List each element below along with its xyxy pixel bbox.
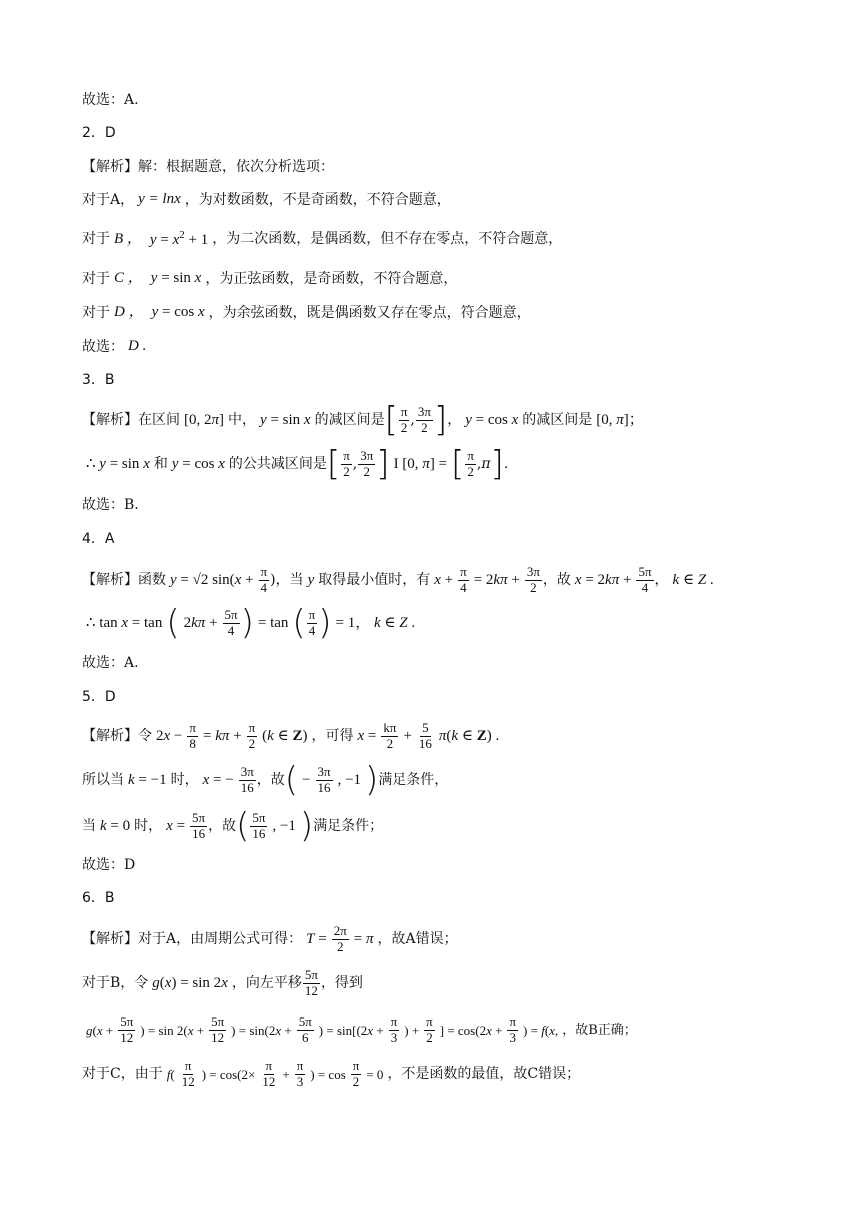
text: ，为对数函数，不是奇函数，不符合题意， bbox=[184, 191, 451, 208]
math: y = sin x bbox=[260, 411, 311, 428]
fraction: $\frac{\pi}{12}$ bbox=[262, 1057, 276, 1089]
text: 故选：B. bbox=[82, 497, 139, 513]
bracket: ( bbox=[236, 806, 250, 846]
fraction: $\frac{\pi}{2}$ bbox=[426, 1013, 433, 1045]
math: ) = f(x, bbox=[523, 1022, 559, 1038]
bracket: ] bbox=[433, 400, 448, 440]
math: y = sin x bbox=[150, 270, 202, 286]
bracket: [ bbox=[384, 400, 398, 440]
math: $y = x^2 + 1$ bbox=[149, 229, 209, 248]
fraction: $\frac{\pi}{4}$ bbox=[260, 563, 268, 595]
fraction: $\frac{\pi}{2}$ bbox=[352, 1057, 360, 1089]
line-1 bbox=[82, 93, 139, 107]
text: 对于C，由于 bbox=[82, 1066, 163, 1082]
math: ∴ tan x = tan bbox=[86, 614, 163, 631]
bracket: ) bbox=[240, 603, 254, 643]
text: ，可得 bbox=[311, 728, 354, 744]
math: = π bbox=[353, 930, 374, 947]
math: g(x + bbox=[86, 1022, 114, 1038]
line-15 bbox=[82, 603, 419, 643]
math: D ， bbox=[114, 304, 144, 320]
answer-2 bbox=[82, 126, 116, 140]
fraction: $\frac{5\pi}{12}$ bbox=[120, 1013, 134, 1045]
fraction: $\frac{5}{16}$ bbox=[418, 719, 432, 751]
text: 对于A， bbox=[82, 191, 135, 208]
bracket: ] bbox=[376, 444, 390, 484]
analysis-tag: 【解析】 bbox=[82, 572, 138, 588]
math: y bbox=[307, 571, 315, 588]
line-10: 【解析】 在区间 [0, 2π] 中， y = sin x 的减区间是 [ $\frac{\pi}{2}$ , $\frac{3\pi}{2}$ ] ， y = cos x 的减区间是 [0, π]； bbox=[82, 400, 648, 440]
bracket: ( bbox=[292, 603, 306, 643]
line-25 bbox=[82, 1010, 637, 1050]
text: ，为二次函数，是偶函数，但不存在零点，不符合题意， bbox=[212, 231, 563, 247]
text: 的减区间是 bbox=[522, 412, 593, 428]
math: ) = sin[(2x + bbox=[318, 1022, 384, 1038]
fraction: $\frac{\pi}{2}$ bbox=[467, 447, 474, 479]
text: 对于 bbox=[82, 270, 110, 287]
fraction: $\frac{\pi}{4}$ bbox=[460, 563, 467, 595]
text: 对于 bbox=[82, 304, 110, 321]
fraction: $\frac{5\pi}{4}$ bbox=[638, 563, 652, 595]
bracket: ] bbox=[490, 444, 504, 484]
math: = tan bbox=[257, 614, 289, 631]
fraction: $\frac{\pi}{2}$ bbox=[248, 719, 256, 751]
math: , −1 bbox=[272, 817, 296, 834]
math: = 1， k ∈ Z . bbox=[335, 614, 416, 631]
answer-6 bbox=[82, 891, 115, 905]
text: ，不是函数的最值，故C错误； bbox=[387, 1066, 581, 1082]
math: ) = sin(2x + bbox=[231, 1022, 292, 1038]
math: , −1 bbox=[337, 771, 362, 788]
text: 时， bbox=[170, 772, 199, 788]
text: ，当 bbox=[275, 572, 304, 588]
analysis-tag: 【解析】 bbox=[82, 931, 138, 947]
bracket: ) bbox=[299, 806, 314, 846]
math: ) + bbox=[404, 1022, 420, 1038]
line-24 bbox=[82, 963, 363, 1003]
line-16 bbox=[82, 656, 139, 670]
math: y = lnx bbox=[138, 191, 181, 207]
bracket: [ bbox=[326, 444, 341, 484]
fraction: $\frac{3\pi}{16}$ bbox=[317, 763, 331, 795]
text: ，故A错误； bbox=[377, 931, 458, 947]
bracket: [ bbox=[451, 444, 465, 484]
math: ) = cos(2× bbox=[201, 1066, 256, 1082]
line-4 bbox=[82, 192, 451, 207]
text: 对于 bbox=[82, 231, 110, 247]
line-20 bbox=[82, 806, 383, 846]
text: ，为正弦函数，是奇函数，不符合题意， bbox=[205, 270, 458, 287]
math: y = cos x bbox=[171, 455, 225, 472]
text: 满足条件； bbox=[313, 818, 384, 834]
text: ，故B正确； bbox=[562, 1022, 637, 1038]
fraction: $\frac{\pi}{3}$ bbox=[509, 1013, 517, 1045]
fraction: $\frac{\pi}{8}$ bbox=[189, 719, 196, 751]
line-8 bbox=[82, 339, 150, 354]
fraction: $\frac{\pi}{4}$ bbox=[308, 606, 316, 638]
fraction: $\frac{5\pi}{6}$ bbox=[298, 1013, 312, 1045]
math: x = bbox=[166, 817, 186, 834]
fraction: $\frac{\pi}{3}$ bbox=[296, 1057, 304, 1089]
fraction: $\frac{2\pi}{2}$ bbox=[333, 922, 347, 954]
math: k ∈ Z . bbox=[672, 571, 714, 588]
text: 所以当 bbox=[82, 772, 124, 788]
math: y = cos x bbox=[151, 304, 205, 320]
fraction: $\frac{3\pi}{2}$ bbox=[526, 563, 540, 595]
fraction: $\frac{\pi}{2}$ bbox=[343, 447, 350, 479]
text: 和 bbox=[153, 456, 168, 472]
fraction: $\frac{k\pi}{2}$ bbox=[383, 719, 397, 751]
text: 5．D bbox=[82, 689, 116, 705]
fraction: $\frac{5\pi}{16}$ bbox=[192, 809, 206, 841]
text: ，得到 bbox=[320, 975, 363, 991]
math: x = bbox=[357, 727, 377, 744]
text: 故选：A. bbox=[82, 655, 139, 671]
line-3 bbox=[82, 160, 334, 174]
analysis-tag: 【解析】 bbox=[82, 728, 138, 744]
text: 故选：A. bbox=[82, 92, 139, 108]
bracket: ( bbox=[166, 603, 180, 643]
math: x = − bbox=[202, 771, 234, 788]
text: 函数 bbox=[138, 572, 166, 588]
math: g(x) = sin 2x bbox=[152, 974, 228, 991]
analysis-tag: 【解析】 bbox=[82, 159, 138, 175]
text: 中， bbox=[228, 412, 257, 428]
text: ，故 bbox=[256, 772, 285, 788]
math: [0, 2π] bbox=[184, 411, 225, 428]
math: x = 2kπ + bbox=[574, 571, 632, 588]
fraction: $\frac{5\pi}{12}$ bbox=[211, 1013, 225, 1045]
math: x + bbox=[434, 571, 454, 588]
line-14: 【解析】 函数 y = √2 sin(x + $\frac{\pi}{4}$ ) ，当 y 取得最小值时，有 x + $\frac{\pi}{4}$ = 2kπ + $\frac{3\pi}{2}$ ，故 x = 2kπ + $\frac{5\pi}{4}$ ， k ∈ Z . bbox=[82, 560, 718, 600]
line-21 bbox=[82, 858, 135, 872]
analysis-tag: 【解析】 bbox=[82, 412, 138, 428]
text: ，故 bbox=[542, 572, 571, 588]
math: y = cos x bbox=[465, 411, 519, 428]
text: ，向左平移 bbox=[231, 975, 302, 991]
fraction: $\frac{\pi}{12}$ bbox=[181, 1057, 195, 1089]
text: 在区间 bbox=[138, 412, 180, 428]
text: 取得最小值时，有 bbox=[318, 572, 431, 588]
text: 6．B bbox=[82, 890, 115, 906]
fraction: $\frac{5\pi}{16}$ bbox=[252, 809, 266, 841]
math: D . bbox=[128, 338, 147, 354]
math: + bbox=[403, 727, 412, 744]
answer-3 bbox=[82, 373, 115, 387]
line-19 bbox=[82, 760, 448, 800]
fraction: $\frac{\pi}{2}$ bbox=[400, 403, 408, 435]
fraction: $\frac{3\pi}{16}$ bbox=[240, 763, 254, 795]
text: 当 bbox=[82, 818, 96, 834]
text: 故选：D bbox=[82, 857, 136, 873]
text: 令 bbox=[138, 728, 152, 744]
fraction: $\frac{3\pi}{2}$ bbox=[417, 403, 431, 435]
bracket: ) bbox=[318, 603, 332, 643]
math: = 2kπ + bbox=[473, 571, 520, 588]
answer-5 bbox=[82, 690, 116, 704]
text: 对于A，由周期公式可得： bbox=[138, 931, 303, 947]
fraction: $\frac{\pi}{3}$ bbox=[390, 1013, 398, 1045]
text: 2．D bbox=[82, 125, 116, 141]
math: ] = cos(2x + bbox=[439, 1022, 503, 1038]
math: C ， bbox=[114, 270, 143, 286]
text: 4．A bbox=[82, 531, 115, 547]
bracket: ( bbox=[284, 760, 299, 800]
math: I [0, π] = bbox=[393, 455, 448, 472]
line-23 bbox=[82, 919, 458, 959]
text: 的减区间是 bbox=[314, 412, 385, 428]
math: 2x − bbox=[156, 727, 183, 744]
fraction: $\frac{3\pi}{2}$ bbox=[360, 447, 374, 479]
math: = kπ + bbox=[202, 727, 242, 744]
text: ，为余弦函数，既是偶函数又存在零点，符合题意， bbox=[208, 304, 531, 321]
math: − bbox=[302, 771, 311, 788]
line-11: ∴ y = sin x 和 y = cos x 的公共减区间是 [ $\frac{\pi}{2}$ , $\frac{3\pi}{2}$ ] I [0, π] = [ $\frac{\pi}{2}$ , π ] . bbox=[82, 444, 508, 484]
text: 故选： bbox=[82, 338, 124, 355]
bracket: ) bbox=[365, 760, 379, 800]
text: 3．B bbox=[82, 372, 115, 388]
math: (k ∈ Z) bbox=[262, 727, 308, 744]
line-7 bbox=[82, 305, 531, 320]
line-6 bbox=[82, 271, 457, 286]
line-18 bbox=[82, 716, 503, 756]
fraction: $\frac{5\pi}{12}$ bbox=[304, 966, 318, 998]
text: 满足条件， bbox=[378, 772, 449, 788]
math: f( bbox=[166, 1066, 175, 1082]
text: ，故 bbox=[208, 818, 237, 834]
line-5 bbox=[82, 230, 562, 248]
answer-4 bbox=[82, 532, 114, 546]
math: k = 0 bbox=[100, 817, 131, 834]
text: 对于B，令 bbox=[82, 975, 149, 991]
math: k = −1 bbox=[128, 771, 167, 788]
text: 的公共减区间是 bbox=[228, 456, 327, 472]
math: B ， bbox=[114, 230, 142, 247]
math: ) = cos bbox=[310, 1066, 346, 1082]
math: y = √2 sin(x + bbox=[170, 571, 254, 588]
math: ∴ y = sin x bbox=[86, 455, 150, 472]
text: 时， bbox=[134, 818, 163, 834]
math: 2kπ + bbox=[183, 614, 218, 631]
math: π(k ∈ Z) . bbox=[438, 727, 500, 744]
line-26 bbox=[82, 1054, 580, 1094]
line-12 bbox=[82, 498, 139, 512]
fraction: $\frac{5\pi}{4}$ bbox=[224, 606, 238, 638]
math: T = bbox=[306, 930, 327, 947]
math: [0, π]； bbox=[596, 411, 644, 428]
math: = 0 bbox=[366, 1066, 384, 1082]
text: 解：根据题意，依次分析选项： bbox=[138, 159, 334, 175]
math: + bbox=[282, 1066, 290, 1082]
math: ) = sin 2(x + bbox=[140, 1022, 205, 1038]
